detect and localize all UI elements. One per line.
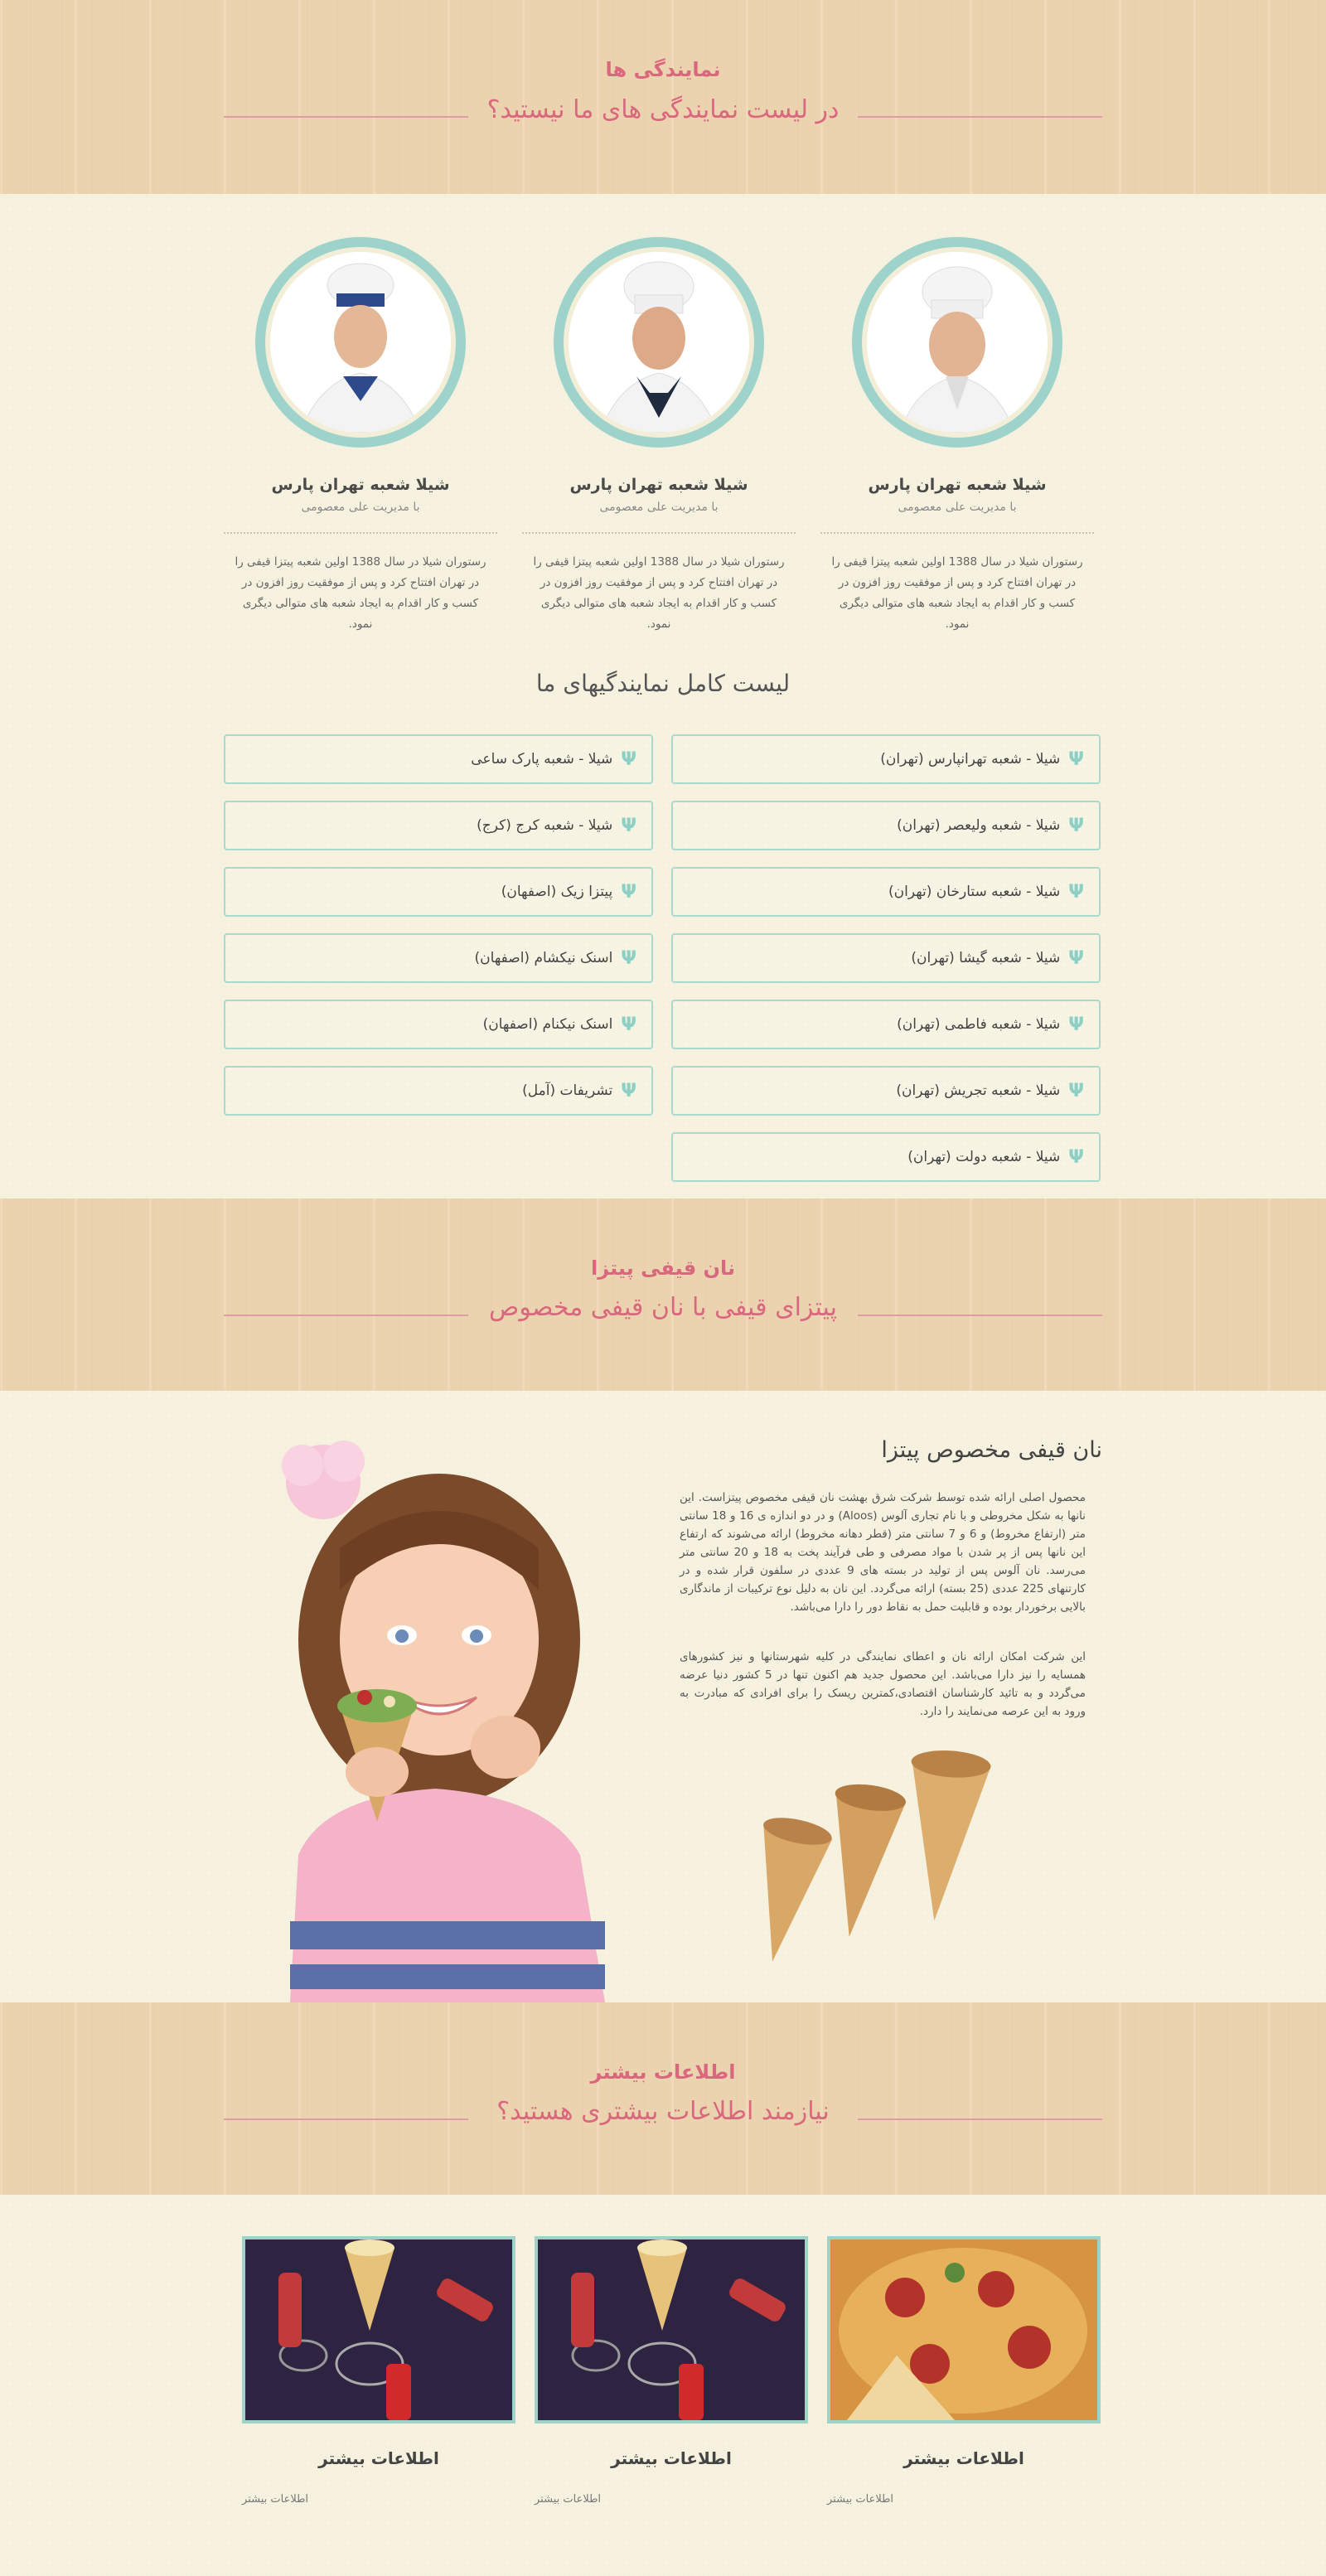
branch-item[interactable] xyxy=(224,1066,653,1116)
branch-label: شیلا - شعبه ولیعصر (تهران) xyxy=(897,817,1061,834)
chef-avatar xyxy=(265,247,456,438)
cone-paragraph-1: محصول اصلی ارائه شده توسط شرکت شرق بهشت نان قیفی مخصوص پیتزاست. این نانها به شکل مخروطی و با نام تجاری آلوس (Aloos) و در دو اندازه ی 16 و 18 سانتی متر (ارتفاع مخروط) و 6 و 7 سانتی متر (قطر دهانه مخروط) ارائه می‌شوند که ارتفاع این نانها پس از پر شدن با مواد مصرفی و طی فرآیند پخت به 18 و 20 سانتی متر می‌رسد. نان آلوس پس از تولید در بسته های 9 عددی در سلفون قرار شده و در کارتنهای 225 عددی (25 بسته) ارائه می‌گردد. این نان به دلیل نوع ترکیبات از ماندگاری بالایی برخوردار بوده و قابلیت حمل به نقاط دور را دارا می‌باشد. xyxy=(680,1491,1086,1614)
branch-label: شیلا - شعبه کرج (کرج) xyxy=(477,817,613,834)
branch-item[interactable] xyxy=(671,867,1101,917)
chef-role: با مدیریت علی معصومی xyxy=(898,501,1017,514)
branch-label: شیلا - شعبه فاطمی (تهران) xyxy=(897,1016,1061,1033)
cone-content-title: نان قیفی مخصوص پیتزا xyxy=(881,1437,1102,1463)
branch-label: اسنک نیکشام (اصفهان) xyxy=(474,950,613,966)
chef-name: شیلا شعبه تهران پارس xyxy=(868,476,1047,494)
chef-name: شیلا شعبه تهران پارس xyxy=(569,476,748,494)
chef-description: رستوران شیلا در سال 1388 اولین شعبه پیتزا قیفی را در تهران افتتاح کرد و پس از موفقیت روز افزون در کسب و کار اقدام به ایجاد شعبه های متوالی دیگری نمود. xyxy=(533,555,785,631)
pizza-cone-photo xyxy=(827,2236,1101,2423)
divider xyxy=(224,532,497,534)
branch-label: پیتزا زیک (اصفهان) xyxy=(501,884,613,900)
girl-with-cone-image xyxy=(232,1424,638,2002)
branch-item[interactable] xyxy=(671,1132,1101,1182)
info-big-title: نیازمند اطلاعات بیشتری هستید؟ xyxy=(496,2097,830,2126)
branch-item[interactable] xyxy=(671,933,1101,983)
cone-big-title: پیتزای قیفی با نان قیفی مخصوص xyxy=(489,1293,837,1322)
chef-avatar-ring xyxy=(852,237,1062,448)
branch-item[interactable] xyxy=(671,734,1101,784)
branch-label: شیلا - شعبه تجریش (تهران) xyxy=(896,1082,1061,1099)
reps-big-title: در لیست نمایندگی های ما نیستید؟ xyxy=(486,95,840,124)
divider-line xyxy=(224,2118,468,2120)
branch-item[interactable] xyxy=(671,801,1101,850)
reps-small-title: نمایندگی ها xyxy=(605,58,721,81)
branch-label: تشریفات (آمل) xyxy=(522,1082,613,1099)
fork-icon: Ψ xyxy=(1068,1014,1084,1035)
fork-icon: Ψ xyxy=(621,881,636,903)
cone-small-title: نان قیفی پیتزا xyxy=(590,1257,736,1280)
chef-role: با مدیریت علی معصومی xyxy=(301,501,420,514)
cone-header-band xyxy=(0,1198,1326,1391)
fork-icon: Ψ xyxy=(1068,1080,1084,1102)
chef-avatar-ring xyxy=(255,237,466,448)
fork-icon: Ψ xyxy=(621,1080,636,1102)
fork-icon: Ψ xyxy=(621,815,636,836)
chef-name: شیلا شعبه تهران پارس xyxy=(271,476,450,494)
divider-line xyxy=(858,1315,1102,1316)
branch-item[interactable] xyxy=(671,1066,1101,1116)
info-header-band xyxy=(0,2002,1326,2195)
chef-role: با مدیریت علی معصومی xyxy=(599,501,719,514)
info-card-title: اطلاعات بیشتر xyxy=(903,2448,1024,2468)
cone-breads-image xyxy=(738,1747,1003,1979)
fork-icon: Ψ xyxy=(621,947,636,969)
info-card-link[interactable]: اطلاعات بیشتر xyxy=(535,2493,602,2506)
info-content xyxy=(0,2195,1326,2576)
cone-stand-photo xyxy=(242,2236,515,2423)
cone-paragraph-2: این شرکت امکان ارائه نان و اعطای نمایندگی در کلیه شهرستانها و نیز کشورهای همسایه را نیز دارا می‌باشد. این محصول جدید هم اکنون تنها در 5 کشور دنیا عرضه می‌گردد و به تائید کارشناسان اقتصادی،کمترین ریسک را برای افرادی که مبادرت به ورود به این عرصه می‌نمایند را دارد. xyxy=(680,1650,1086,1718)
reps-content xyxy=(0,194,1326,1198)
info-card-link[interactable]: اطلاعات بیشتر xyxy=(242,2493,309,2506)
chef-avatar xyxy=(862,247,1053,438)
fork-icon: Ψ xyxy=(621,748,636,770)
info-card-link[interactable]: اطلاعات بیشتر xyxy=(827,2493,894,2506)
fork-icon: Ψ xyxy=(1068,815,1084,836)
reps-header-band xyxy=(0,0,1326,194)
branch-label: شیلا - شعبه تهرانپارس (تهران) xyxy=(880,751,1061,767)
chef-avatar-ring xyxy=(554,237,764,448)
branch-list-title: لیست کامل نمایندگیهای ما xyxy=(535,670,791,697)
info-small-title: اطلاعات بیشتر xyxy=(590,2060,736,2084)
divider-line xyxy=(224,1315,468,1316)
cone-content xyxy=(0,1391,1326,2002)
branch-label: شیلا - شعبه ستارخان (تهران) xyxy=(888,884,1061,900)
divider-line xyxy=(858,2118,1102,2120)
fork-icon: Ψ xyxy=(1068,881,1084,903)
info-card-title: اطلاعات بیشتر xyxy=(318,2448,439,2468)
chef-description: رستوران شیلا در سال 1388 اولین شعبه پیتزا قیفی را در تهران افتتاح کرد و پس از موفقیت روز افزون در کسب و کار اقدام به ایجاد شعبه های متوالی دیگری نمود. xyxy=(831,555,1083,631)
branch-item[interactable] xyxy=(224,867,653,917)
branch-label: شیلا - شعبه پارک ساعی xyxy=(471,751,613,767)
branch-item[interactable] xyxy=(224,801,653,850)
fork-icon: Ψ xyxy=(621,1014,636,1035)
info-card-title: اطلاعات بیشتر xyxy=(611,2448,732,2468)
branch-item[interactable] xyxy=(224,1000,653,1049)
branch-label: شیلا - شعبه گیشا (تهران) xyxy=(911,950,1061,966)
chef-description: رستوران شیلا در سال 1388 اولین شعبه پیتزا قیفی را در تهران افتتاح کرد و پس از موفقیت روز افزون در کسب و کار اقدام به ایجاد شعبه های متوالی دیگری نمود. xyxy=(235,555,486,631)
branch-item[interactable] xyxy=(224,933,653,983)
branch-item[interactable] xyxy=(671,1000,1101,1049)
divider-line xyxy=(224,116,468,118)
branch-label: اسنک نیکنام (اصفهان) xyxy=(482,1016,613,1033)
divider xyxy=(522,532,796,534)
branch-item[interactable] xyxy=(224,734,653,784)
fork-icon: Ψ xyxy=(1068,947,1084,969)
fork-icon: Ψ xyxy=(1068,748,1084,770)
branch-label: شیلا - شعبه دولت (تهران) xyxy=(907,1149,1061,1165)
cone-stand-photo xyxy=(535,2236,808,2423)
divider xyxy=(820,532,1094,534)
divider-line xyxy=(858,116,1102,118)
chef-avatar xyxy=(564,247,754,438)
fork-icon: Ψ xyxy=(1068,1146,1084,1168)
